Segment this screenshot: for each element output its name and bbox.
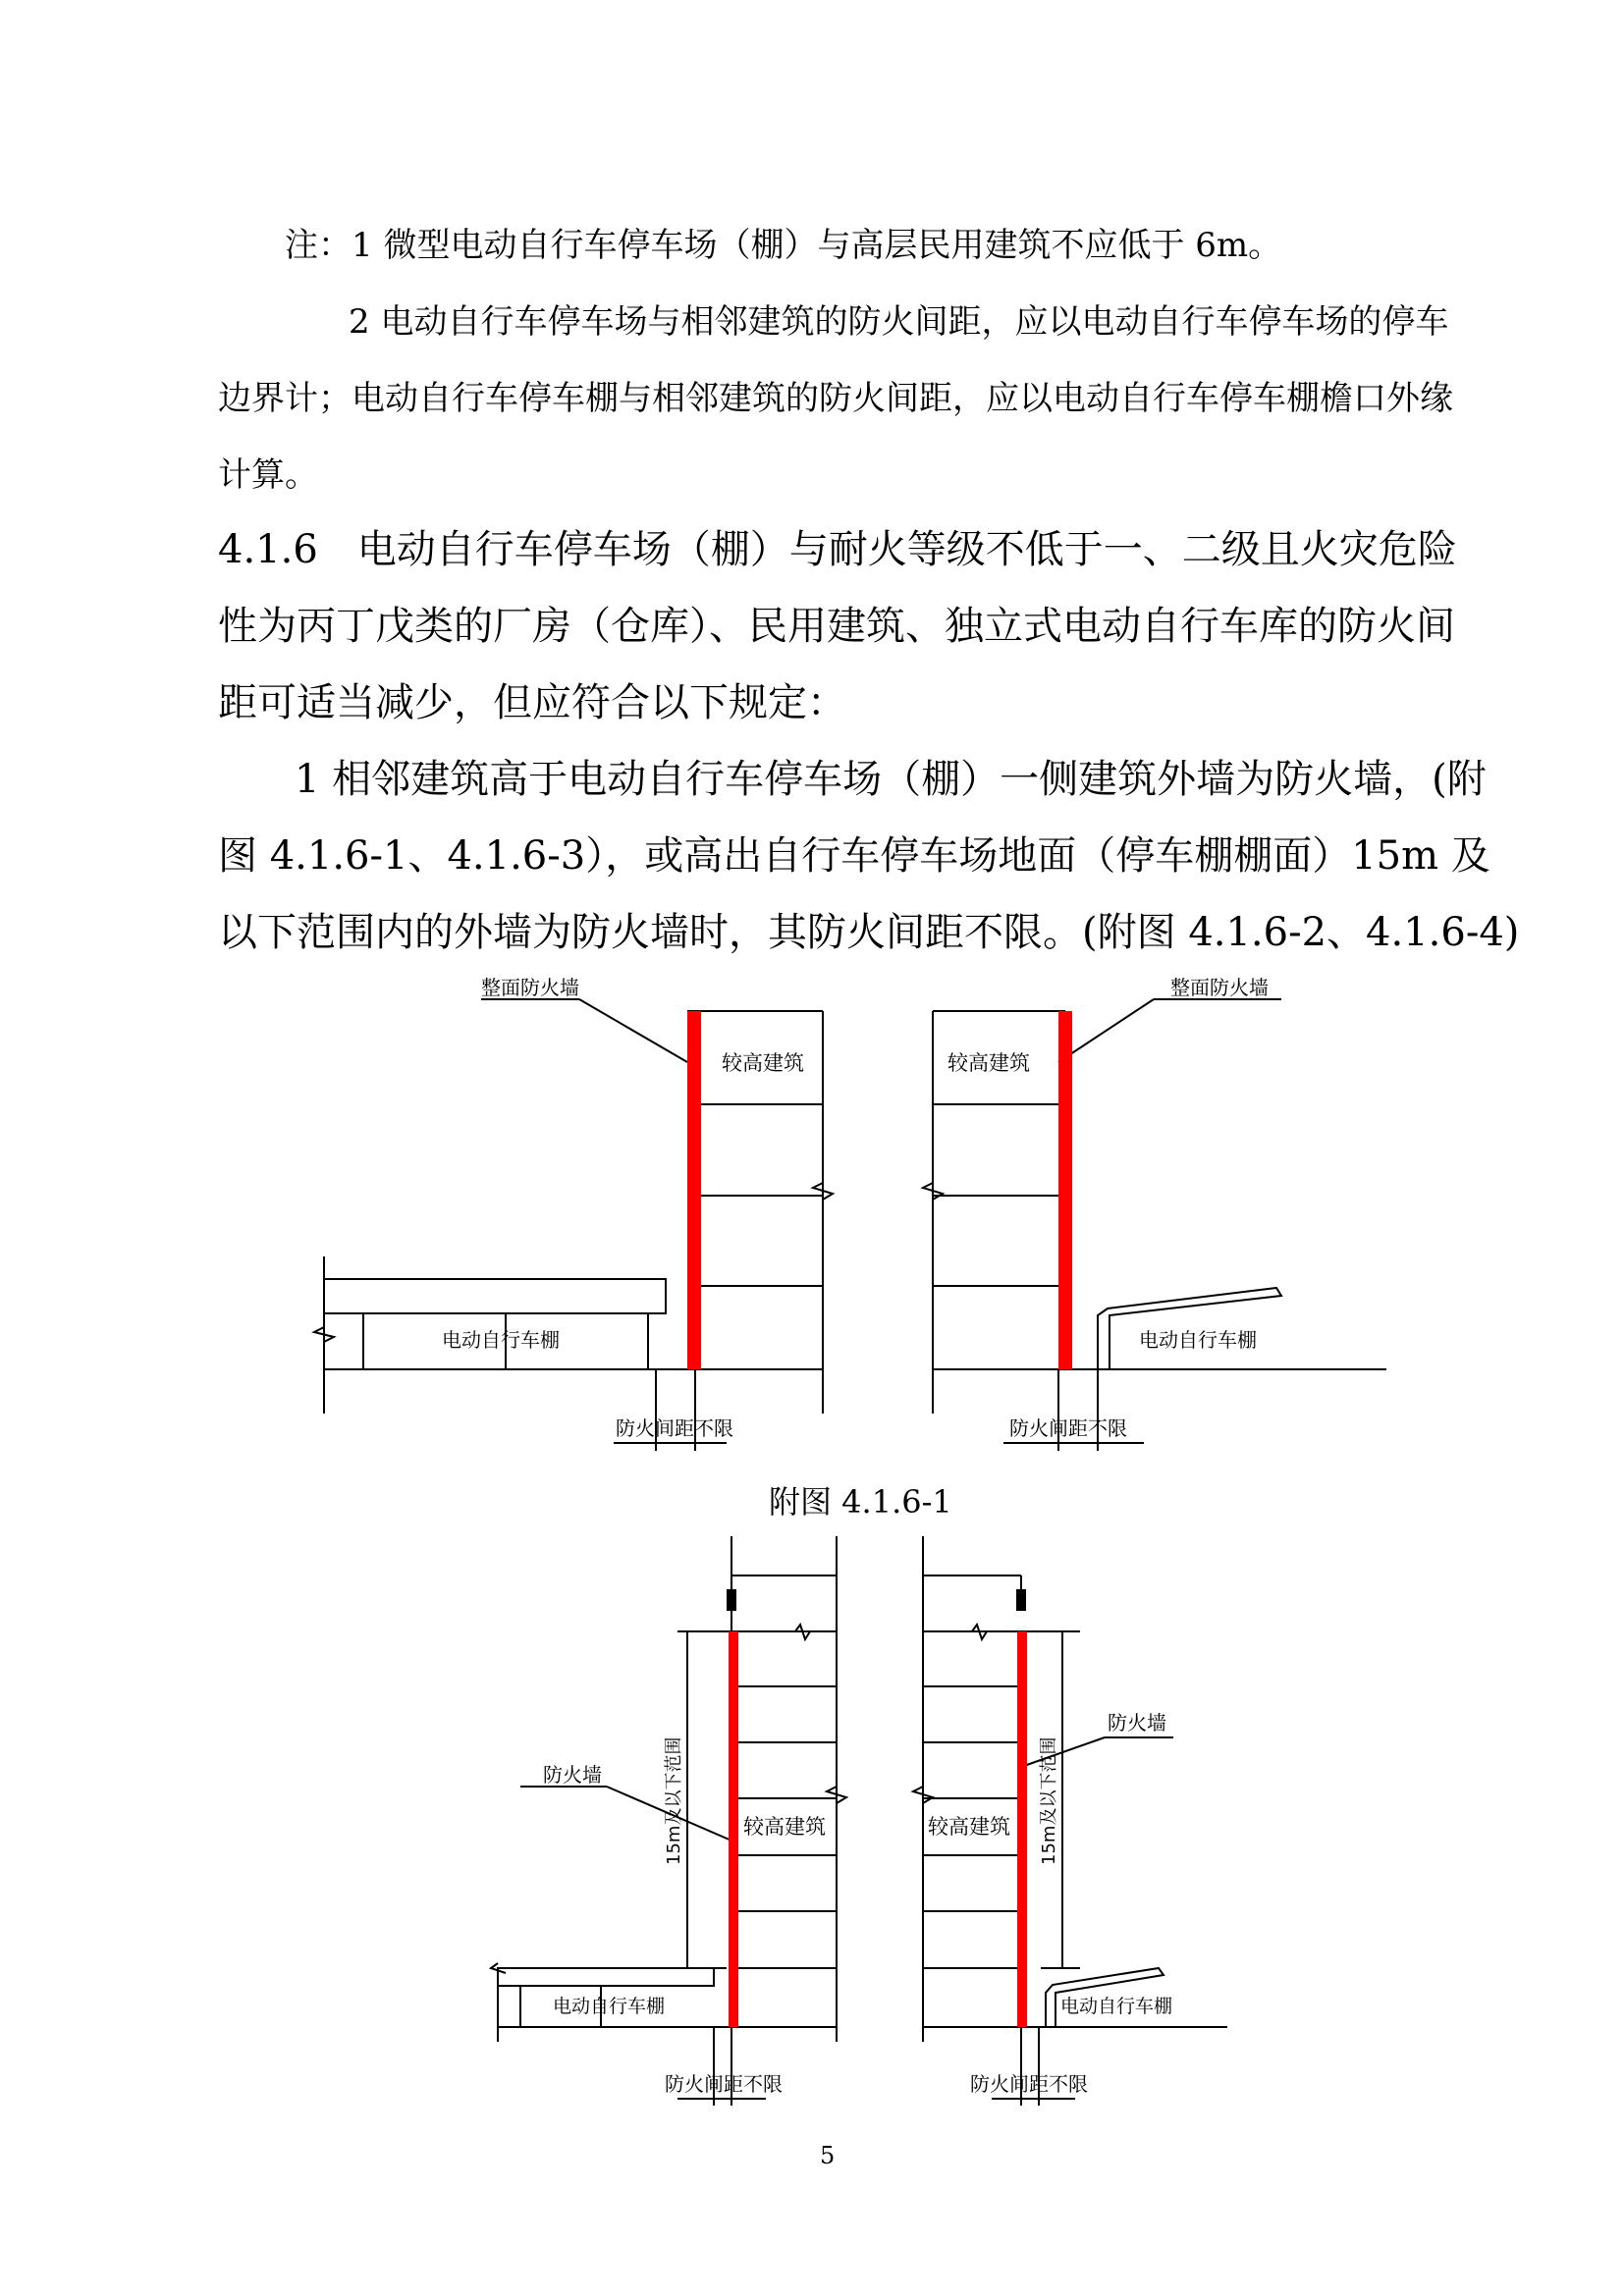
fig2-left-wall-label: 防火墙 xyxy=(543,1763,602,1787)
fig1-left-distance-label: 防火间距不限 xyxy=(616,1416,733,1440)
note-1: 注：1 微型电动自行车停车场（棚）与高层民用建筑不应低于 6m。 xyxy=(285,226,1282,265)
clause-line-3: 距可适当减少，但应符合以下规定： xyxy=(218,680,846,725)
item-1-line-3: 以下范围内的外墙为防火墙时，其防火间距不限。(附图 4.1.6-2、4.1.6-4) xyxy=(218,910,1520,955)
fig1-left-shed-label: 电动自行车棚 xyxy=(442,1328,560,1352)
fig1-right-firewall xyxy=(1058,1011,1072,1369)
fig1-right-shed-label: 电动自行车棚 xyxy=(1139,1328,1257,1352)
fig2-right-firewall xyxy=(1017,1631,1027,2027)
note-2-line-3: 计算。 xyxy=(218,455,318,495)
fig2-left-shed-label: 电动自行车棚 xyxy=(553,1996,666,2017)
fig2-left-distance-label: 防火间距不限 xyxy=(665,2072,783,2096)
fig1-right-wall-label: 整面防火墙 xyxy=(1170,976,1269,999)
item-1-line-2: 图 4.1.6-1、4.1.6-3），或高出自行车停车场地面（停车棚棚面）15m 及 xyxy=(218,833,1490,879)
fig1-right-distance-label: 防火间距不限 xyxy=(1009,1416,1127,1440)
fig2-right-building-label: 较高建筑 xyxy=(928,1815,1010,1839)
note-2-line-1: 2 电动自行车停车场与相邻建筑的防火间距，应以电动自行车停车场的停车 xyxy=(349,302,1449,342)
fig1-left-firewall xyxy=(687,1011,701,1369)
fig2-left-building-label: 较高建筑 xyxy=(743,1815,826,1839)
fig2-left-range-label: 15m及以下范围 xyxy=(664,1736,684,1865)
fig2-right-range-label: 15m及以下范围 xyxy=(1039,1736,1059,1865)
fig2-left-firewall xyxy=(729,1631,738,2027)
clause-line-2: 性为丙丁戊类的厂房（仓库）、民用建筑、独立式电动自行车库的防火间 xyxy=(218,604,1455,649)
note-2-line-2: 边界计；电动自行车停车棚与相邻建筑的防火间距，应以电动自行车停车棚檐口外缘 xyxy=(218,379,1453,418)
page-number: 5 xyxy=(820,2142,836,2169)
fig1-left-building-label: 较高建筑 xyxy=(722,1051,804,1075)
clause-line-1: 4.1.6 电动自行车停车场（棚）与耐火等级不低于一、二级且火灾危险 xyxy=(218,527,1457,572)
fig2-right-wall-label: 防火墙 xyxy=(1108,1711,1166,1735)
item-1-line-1: 1 相邻建筑高于电动自行车停车场（棚）一侧建筑外墙为防火墙，(附 xyxy=(295,757,1487,802)
fig2-right-shed-label: 电动自行车棚 xyxy=(1060,1996,1173,2017)
fig1-caption: 附图 4.1.6-1 xyxy=(769,1483,952,1521)
fig2-right-distance-label: 防火间距不限 xyxy=(970,2072,1088,2096)
fig1-left-wall-label: 整面防火墙 xyxy=(481,976,579,999)
fig1-right-building-label: 较高建筑 xyxy=(947,1051,1030,1075)
